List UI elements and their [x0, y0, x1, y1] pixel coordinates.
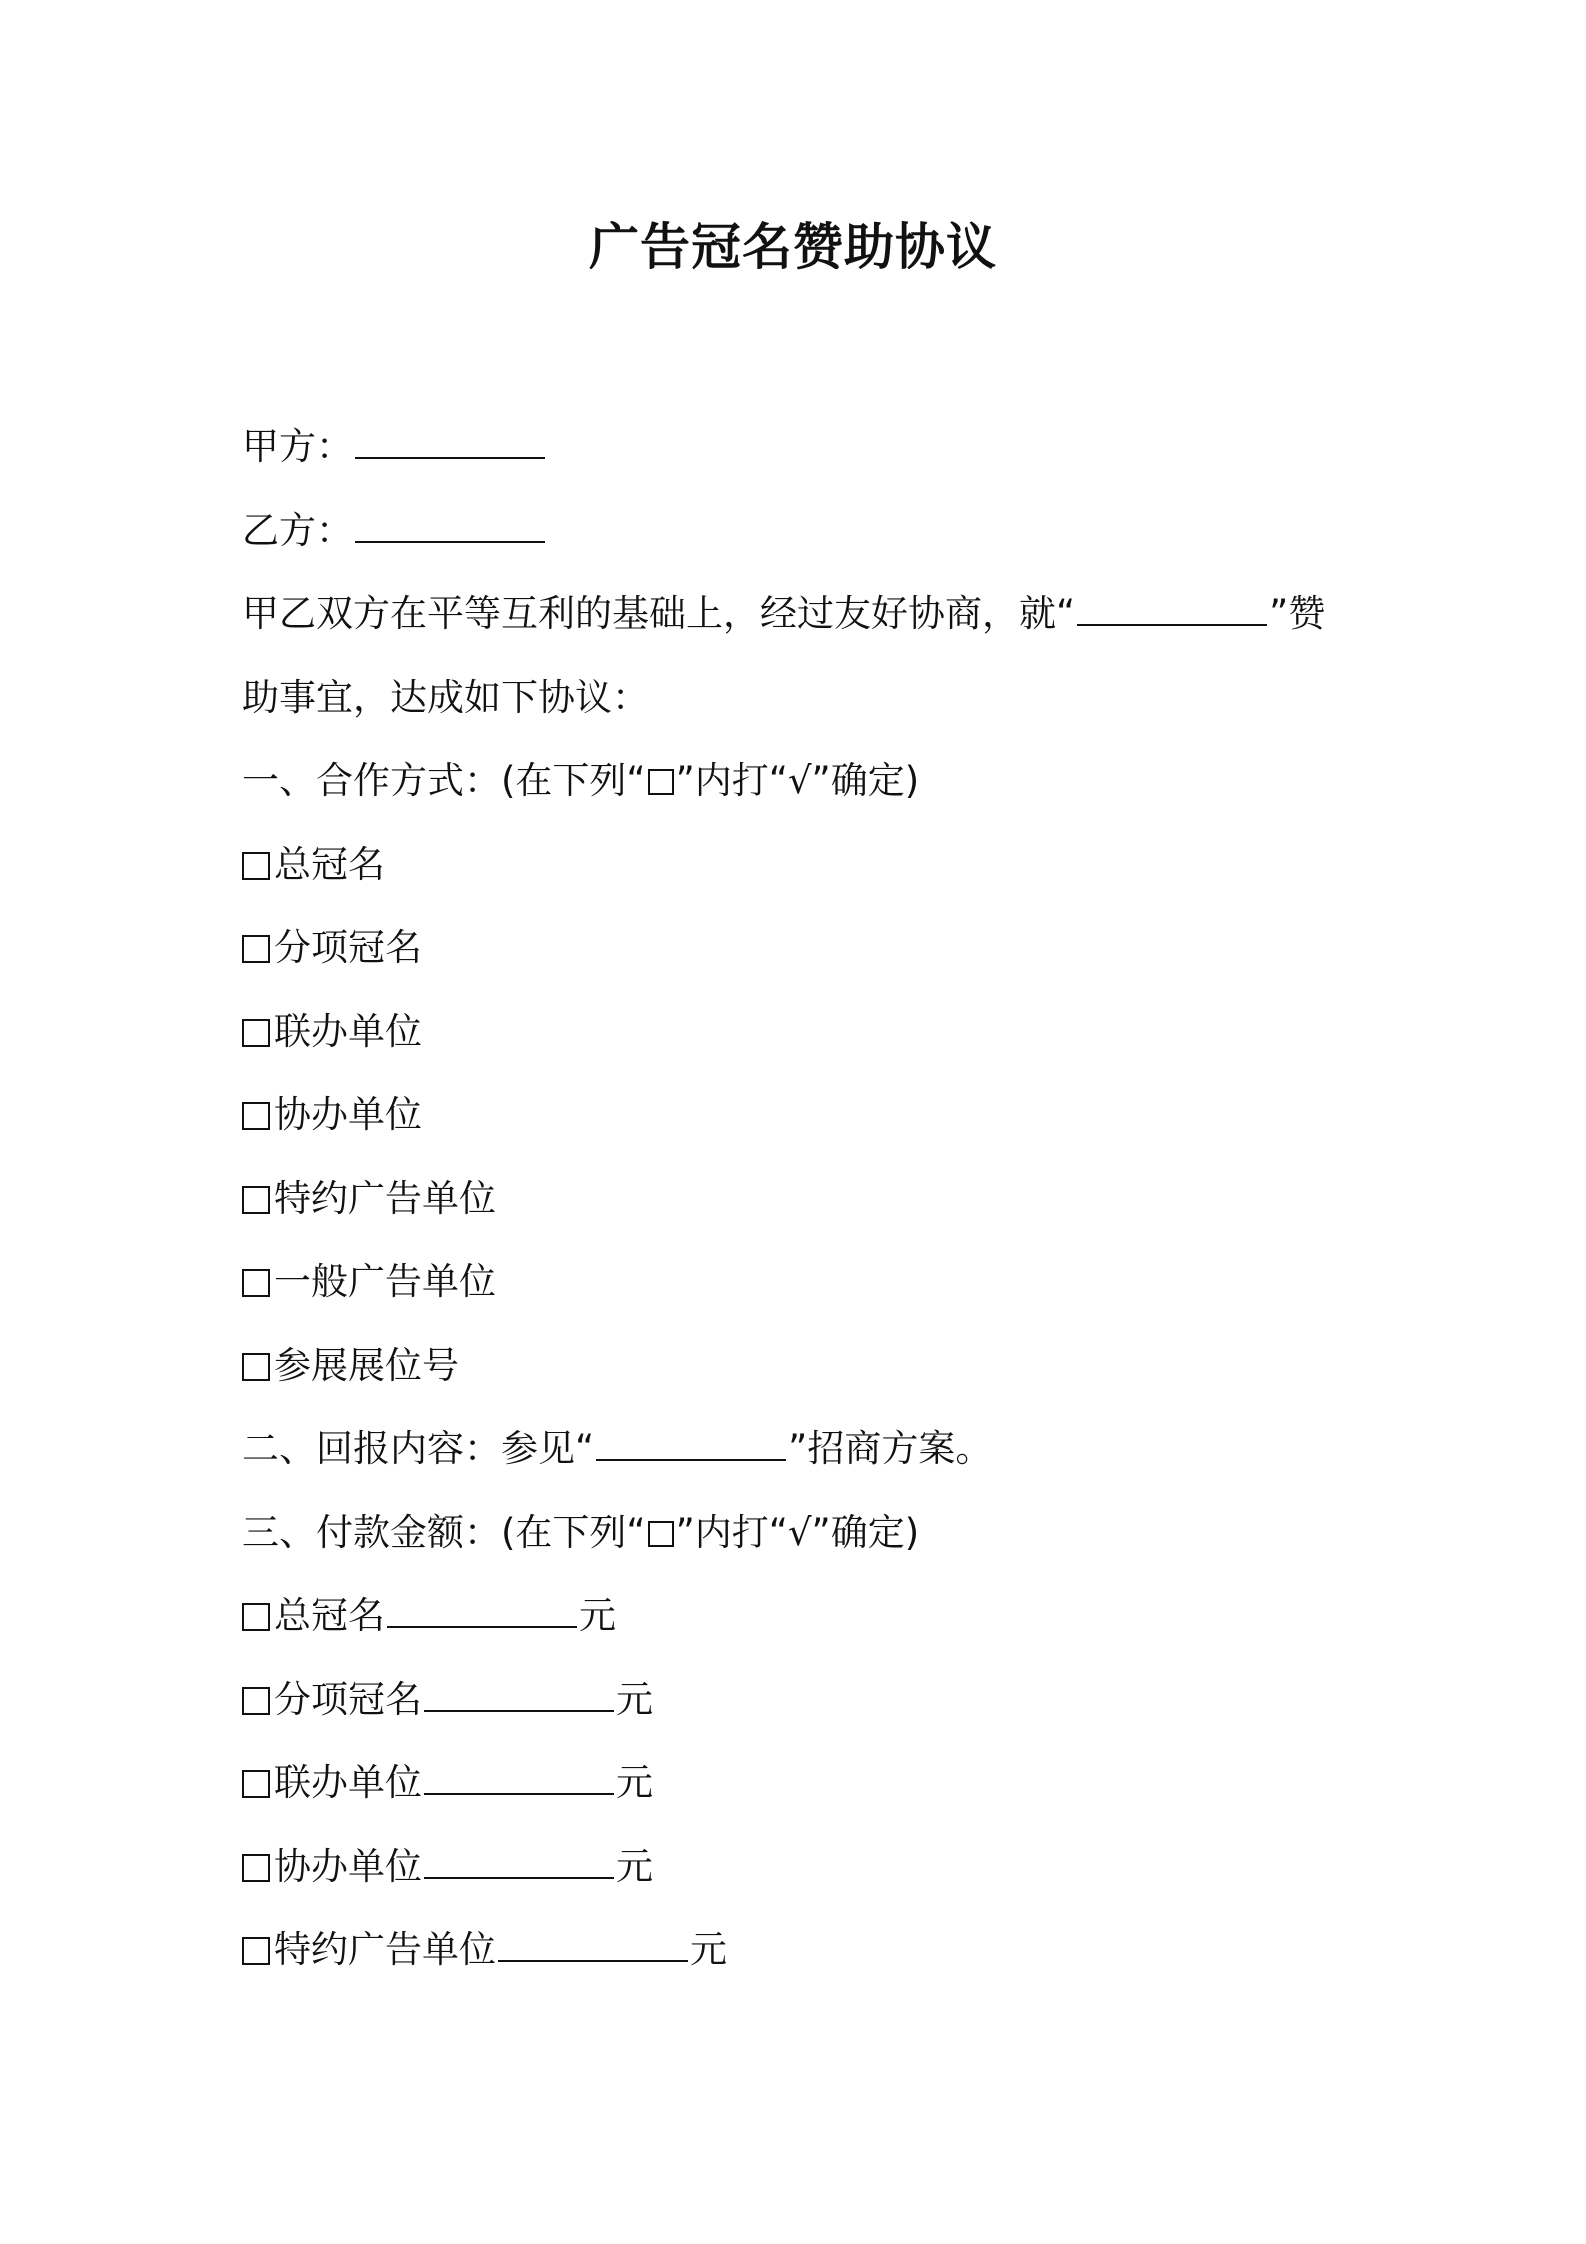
option-checkbox[interactable]: [242, 852, 270, 880]
party-b-label: 乙方：: [242, 508, 353, 552]
party-a-line: [242, 405, 1362, 489]
intro-line-1: [242, 572, 1362, 656]
currency-unit: 元: [690, 1928, 727, 1971]
payment-label: 协办单位: [274, 1844, 422, 1888]
option-label: 分项冠名: [274, 926, 422, 969]
option-label: 协办单位: [274, 1093, 422, 1136]
currency-unit: 元: [616, 1761, 653, 1804]
document-body: [242, 405, 1362, 1992]
party-b-line: [242, 489, 1362, 573]
amount-blank[interactable]: [498, 1930, 688, 1962]
party-a-label: 甲方：: [242, 425, 353, 468]
payment-label: 总冠名: [274, 1594, 385, 1637]
payment-checkbox[interactable]: [242, 1937, 270, 1965]
payment-item: [242, 1574, 1362, 1658]
checkbox-symbol-icon: [648, 769, 674, 795]
payment-checkbox[interactable]: [242, 1770, 270, 1798]
intro-line-2: 助事宜，达成如下协议：: [242, 675, 649, 719]
currency-unit: 元: [579, 1594, 616, 1637]
amount-blank[interactable]: [387, 1596, 577, 1628]
section1-heading: [242, 739, 1362, 823]
option-label: 联办单位: [274, 1009, 422, 1053]
amount-blank[interactable]: [424, 1847, 614, 1879]
amount-blank[interactable]: [424, 1680, 614, 1712]
payment-label: 分项冠名: [274, 1677, 422, 1721]
option-checkbox[interactable]: [242, 1102, 270, 1130]
payment-label: 联办单位: [274, 1761, 422, 1804]
option-label: 一般广告单位: [274, 1260, 496, 1303]
plan-name-blank[interactable]: [596, 1429, 786, 1461]
section2-line: [242, 1407, 1362, 1491]
cooperation-option: [242, 823, 1362, 907]
event-name-blank[interactable]: [1077, 594, 1267, 626]
option-label: 参展展位号: [274, 1343, 459, 1387]
section3-heading-prefix: 三、付款金额：(在下列“: [242, 1510, 646, 1554]
option-checkbox[interactable]: [242, 1019, 270, 1047]
currency-unit: 元: [616, 1677, 653, 1721]
payment-item: [242, 1825, 1362, 1909]
option-label: 总冠名: [274, 842, 385, 886]
cooperation-option: [242, 1073, 1362, 1157]
cooperation-option: [242, 1324, 1362, 1408]
payment-checkbox[interactable]: [242, 1687, 270, 1715]
section2-suffix: ”招商方案。: [788, 1427, 993, 1470]
section2-prefix: 二、回报内容：参见“: [242, 1427, 595, 1470]
section1-heading-middle: ”内打“√”确定): [675, 759, 920, 802]
section3-heading-middle: ”内打“√”确定): [675, 1510, 920, 1554]
intro-suffix: ”赞: [1269, 592, 1326, 635]
option-checkbox[interactable]: [242, 1269, 270, 1297]
payment-item: [242, 1741, 1362, 1825]
section3-heading: [242, 1491, 1362, 1575]
option-checkbox[interactable]: [242, 1353, 270, 1381]
payment-checkbox[interactable]: [242, 1603, 270, 1631]
cooperation-option: [242, 1240, 1362, 1324]
party-b-blank[interactable]: [355, 511, 545, 543]
payment-label: 特约广告单位: [274, 1928, 496, 1971]
cooperation-option: [242, 906, 1362, 990]
payment-checkbox[interactable]: [242, 1854, 270, 1882]
amount-blank[interactable]: [424, 1763, 614, 1795]
option-label: 特约广告单位: [274, 1176, 496, 1220]
party-a-blank[interactable]: [355, 427, 545, 459]
intro-prefix: 甲乙双方在平等互利的基础上，经过友好协商，就“: [242, 592, 1076, 635]
section1-heading-prefix: 一、合作方式：(在下列“: [242, 759, 646, 802]
option-checkbox[interactable]: [242, 935, 270, 963]
cooperation-option: [242, 990, 1362, 1074]
payment-item: [242, 1658, 1362, 1742]
document-title: 广告冠名赞助协议: [589, 218, 997, 276]
cooperation-option: [242, 1157, 1362, 1241]
currency-unit: 元: [616, 1844, 653, 1888]
checkbox-symbol-icon: [648, 1521, 674, 1547]
option-checkbox[interactable]: [242, 1186, 270, 1214]
payment-item: [242, 1908, 1362, 1992]
